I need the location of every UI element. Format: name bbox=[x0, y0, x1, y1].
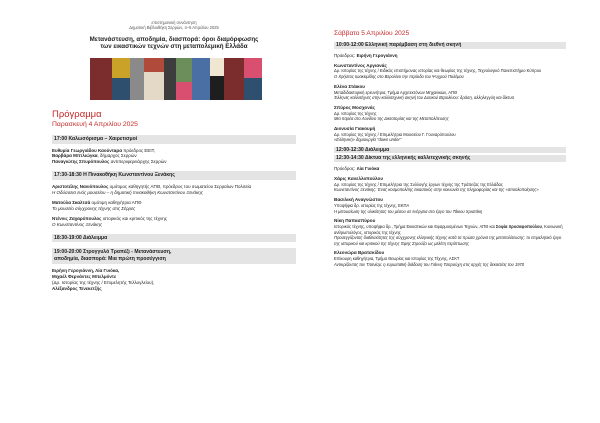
artwork-image bbox=[90, 58, 262, 100]
greeter-2: Βαρβάρα Μπτλιώγκα, δήμαρχος Σερρών bbox=[52, 153, 137, 159]
friday-column bbox=[52, 0, 296, 292]
chair-1: Πρόεδρος: Ειρήνη Γερογιάννη bbox=[334, 52, 398, 58]
greeter-1: Ευθυμία Γεωργιάδου Καούνταρα πρόεδρος ΕΕΙΤ, bbox=[52, 147, 156, 153]
talk-1: Κωνσταντίνος Αργιανάς Δρ. Ιστορίας της τέχνης / Ειδικός επιστήμονας ιστορίας και θεωρίας της τέχνης, Τεχνολογικό Πανεπιστήμιο Κύπρου Ο Χρήστος Ιωακειμίδης στο Βερολίνο την περίοδο του Ψυχρού Πολέμου bbox=[334, 62, 542, 79]
talk-4: Διονυσία Γιακουμή Δρ. Ιστορίας της τέχνης / Επιμελήτρια Μουσείου Γ. Γουναρόπουλου «Ελληνική» δημιουργία "down under" bbox=[334, 125, 456, 143]
event-type: επιστημονική συνάντηση bbox=[151, 20, 197, 25]
talk-8: Ελεονώρα Βρατσκίδου Επίκουρη καθηγήτρια, Τμήμα Θεωρίας και Ιστορίας της Τέχνης, ΑΣΚΤ Αντικρίζοντας τον Τιτανίσμ: η ευρωπαϊκή διάδοση του Γιάννη Τσαρούχη στις αρχές της δεκαετίας του 1970 bbox=[334, 250, 525, 267]
break-band: 18:30-19:00 Διάλειμμα bbox=[52, 234, 296, 243]
artwork-block bbox=[144, 72, 164, 100]
panel-members: Ειρήνη Γερογιάννη, Λία Γυιόκα, Μιχαέλ Φερνάντες Μπελμόντε (Δρ. Ιστορίας της τέχνης / Επιμελητής Τελλογλείου), Αλέξανδρος Τενεκετζής bbox=[52, 267, 155, 291]
artwork-block bbox=[210, 58, 224, 76]
artwork-block bbox=[192, 58, 210, 100]
artwork-block bbox=[210, 76, 224, 100]
speaker-1: Αριστοτέλης Νανιόπουλος ομότιμος καθηγητής ΑΠΘ, πρόεδρος του σωματείου Σερραίων Πολιτεία Η Οδύσσεια ενός μουσείου – η δημοτική πινακοθήκη Κωνσταντίνου Ξενάκης bbox=[52, 184, 252, 195]
artwork-block bbox=[176, 82, 192, 100]
talk-7: Νίκη Παπασπύρου Ιστορικός τέχνης, υποψήφια δρ., Τμήμα Εικαστικών και Εφαρμοσμένων Τεχνών, ΑΠΘ και Σοφία Χρυσαφοπούλου, Κοινωνική ανθρωπολόγος, ιστορικός της τέχνης Προσεγγίζοντας διαθεσιότητες της σύγχρονης ελληνικής τέχνης κατά τα πρώτα χρόνια της μεταπολίτευσης: το επιμελητικό έργο της ιστορικού και κριτικού της τέχνης Έφης Στρούζα ως μελέτη περίπτωσης bbox=[334, 218, 563, 246]
xenakis-session-band: 17:30-18:30 Η Πινακοθήκη Κωνσταντίνου Ξενάκης bbox=[52, 171, 296, 180]
event-title: Μετανάστευση, αποδημία, διασπορά: όροι διαμόρφωσης των εικαστικών τεχνών στη μεταπολεμική Ελλάδα bbox=[89, 35, 259, 51]
artwork-block bbox=[144, 58, 164, 72]
artwork-block bbox=[112, 58, 130, 78]
speaker-2: Ματούλα Σκαλτσά ομότιμη καθηγήτρια ΑΠΘ Το μουσείο σύγχρονης τέχνης στις Σέρρες bbox=[52, 199, 142, 211]
saturday-date: Σάββατο 5 Απριλίου 2025 bbox=[334, 30, 410, 37]
event-venue: Δημοτική Βιβλιοθήκη Σερρών, 4–5 Απριλίου 2025 bbox=[129, 25, 219, 31]
artwork-block bbox=[244, 58, 262, 78]
artwork-block bbox=[224, 58, 244, 100]
speaker-3: Ντέννις Ζαχαρόπουλος ιστορικός και κριτικός της τέχνης Ο Κωνσταντίνος Ξενάκης bbox=[52, 215, 167, 227]
talk-6: Βασιλική Αναγνώστου Υποψήφια δρ. ιστορίας της τέχνης, ΕΚΠΑ Η μετουσίωση της υλικότητας του μέσου σε ενέργεια στο έργο του Τάκιου Χριστάκη bbox=[334, 197, 483, 214]
artwork-block bbox=[244, 78, 262, 100]
programme-heading: Πρόγραμμα bbox=[52, 108, 102, 120]
saturday-break-band: 12:00-12:30 Διάλειμμα bbox=[334, 147, 566, 154]
greetings-list bbox=[52, 148, 296, 166]
friday-date: Παρασκευή 4 Απριλίου 2025 bbox=[52, 120, 138, 128]
talk-5: Χάρις Κανελλοπούλου Δρ. Ιστορίας της τέχνης / Επιμελήτρια της Συλλογής έργων τέχνης της Τράπεζας της Ελλάδας Κωνσταντίνος Ξενάκης: Ένας κοσμοπολίτης εικαστικός στην κοινωνία της πληροφορίας και της «αποϋλοποίησης» bbox=[334, 175, 539, 193]
artwork-block bbox=[112, 78, 130, 100]
greeter-3: Παναγιώτης Σπυρόπουλος αντιπεριφερειάρχης Σερρών bbox=[52, 159, 167, 165]
artwork-block bbox=[164, 58, 176, 100]
artwork-block bbox=[176, 58, 192, 82]
talk-3: Σπύρος Μοσχονάς Δρ. Ιστορίας της τέχνης Μια παρέα στο Λονδίνο της Δικτατορίας και της Μεταπολίτευσης bbox=[334, 104, 449, 122]
saturday-column bbox=[334, 0, 566, 268]
round-table-band: 19:00-20:00 Στρογγυλό Τραπέζι - Μετανάστευση, αποδημία, διασπορά: Μια πρώτη προσέγγιση bbox=[52, 248, 296, 264]
artwork-block bbox=[130, 58, 144, 100]
chair-2: Πρόεδρος: Λία Γυιόκα bbox=[334, 166, 380, 172]
artwork-block bbox=[90, 58, 112, 100]
session-international-band: 10:00-12:00 Ελληνική παρέμβαση στη διεθνή σκηνή bbox=[334, 42, 566, 49]
session-networks-band: 12:30-14:30 Δίκτυα της ελληνικής καλλιτεχνικής σκηνής bbox=[334, 155, 566, 162]
welcome-band: 17:00 Καλωσόρισμα – Χαιρετισμοί bbox=[52, 135, 296, 144]
talk-2: Ελένα Στάικου Μεταδιδακτορική ερευνήτρια, Τμήμα Αρχιτεκτόνων Μηχανικών, ΑΠΘ Έλληνες καλλιτέχνες στην καλλιτεχνική σκηνή του Δυτικού Βερολίνου: δράση, αλληλεγγύη και δίκτυα bbox=[334, 83, 514, 101]
